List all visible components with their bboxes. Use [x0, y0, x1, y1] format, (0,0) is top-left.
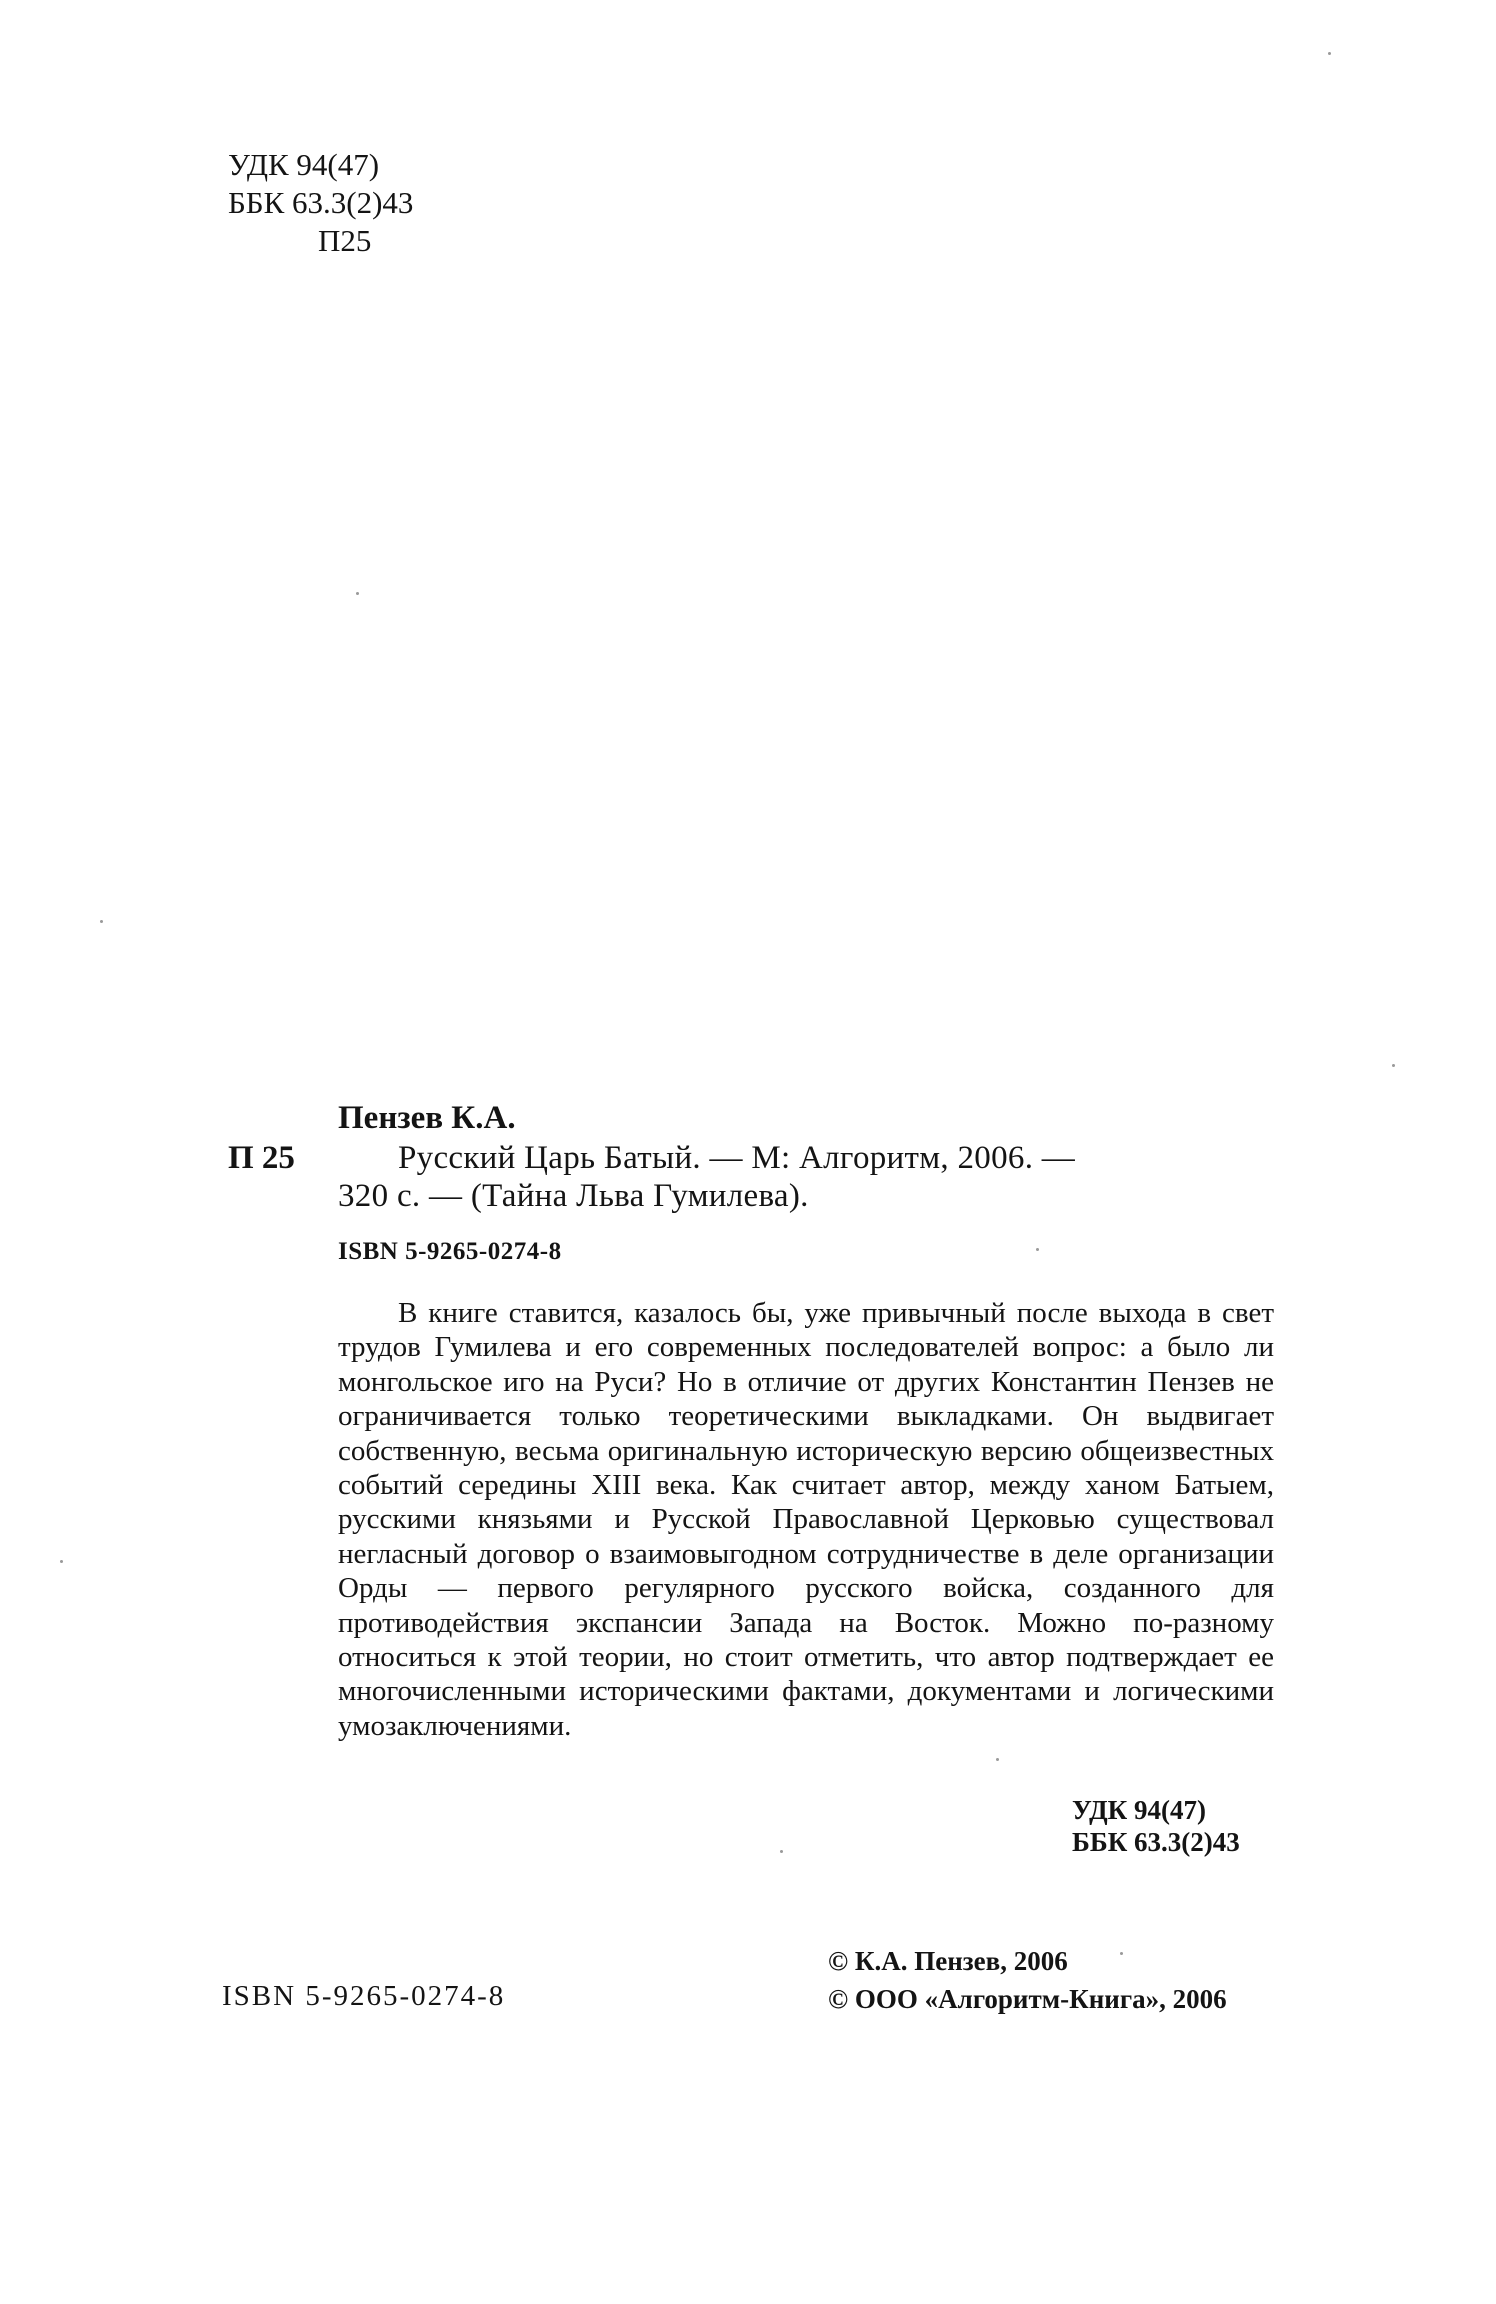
title-line-2: 320 с. — (Тайна Льва Гумилева).	[338, 1178, 809, 1214]
scan-speck	[780, 1850, 783, 1853]
scan-speck	[356, 592, 359, 595]
copyright-publisher: © ООО «Алгоритм-Книга», 2006	[828, 1984, 1227, 2014]
scan-speck	[1036, 1248, 1039, 1251]
annotation-text: В книге ставится, казалось бы, уже привычный после выхода в свет трудов Гумилева и его современных последователей вопрос: а было ли монгольское иго на Руси? Но в отличие от других Константин Пензев не ограничивается только теоретическими выкладками. Он выдвигает собственную, весьма оригинальную историческую версию общеизвестных событий середины XIII века. Как считает автор, между ханом Батыем, русскими князьями и Русской Православной Церковью существовал негласный договор о взаимовыгодном сотрудничестве в деле организации Орды — первого регулярного русского войска, созданного для противодействия экспансии Запада на Восток. Можно по-разному относиться к этой теории, но стоит отметить, что автор подтверждает ее многочисленными историческими фактами, документами и логическими умозаключениями.	[338, 1297, 1274, 1742]
top-udk: УДК 94(47)	[228, 147, 380, 182]
bottom-bbk: ББК 63.3(2)43	[1072, 1827, 1240, 1857]
shelfmark: П 25	[228, 1140, 295, 1176]
entry-isbn: ISBN 5-9265-0274-8	[338, 1238, 562, 1265]
bottom-udk: УДК 94(47)	[1072, 1795, 1206, 1825]
scan-speck	[60, 1560, 63, 1563]
title-line-1: Русский Царь Батый. — М: Алгоритм, 2006. —	[398, 1140, 1076, 1176]
scan-speck	[100, 920, 103, 923]
annotation	[338, 1296, 1274, 1743]
scan-speck	[1392, 1064, 1395, 1067]
scan-speck	[1328, 52, 1331, 55]
author-name: Пензев К.А.	[338, 1100, 516, 1136]
scan-speck	[996, 1758, 999, 1761]
copyright-author: © К.А. Пензев, 2006	[828, 1946, 1068, 1976]
top-code: П25	[318, 223, 372, 258]
footer-isbn: ISBN 5-9265-0274-8	[222, 1980, 506, 2012]
scan-speck	[1120, 1952, 1123, 1955]
top-bbk: ББК 63.3(2)43	[228, 185, 414, 220]
